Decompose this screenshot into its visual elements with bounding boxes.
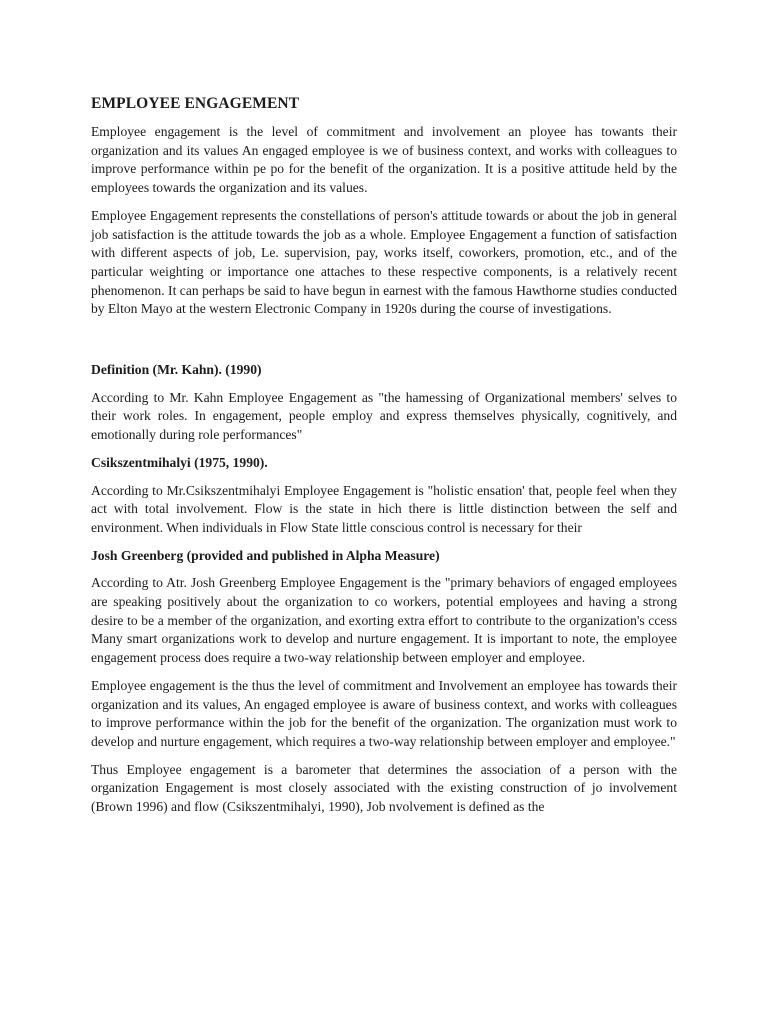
document-title: EMPLOYEE ENGAGEMENT	[91, 95, 300, 112]
csikszentmihalyi-paragraph: According to Mr.Csikszentmihalyi Employee Engagement is "holistic ensation' that, people feel when they act with total involvement. Flow is the state in hich there is little distinction between the self and environment. When individuals in Flow State little conscious control is necessary for their	[91, 482, 677, 535]
section-heading-kahn: Definition (Mr. Kahn). (1990)	[91, 362, 262, 378]
greenberg-paragraph-3: Thus Employee engagement is a barometer that determines the association of a person with the organization Engagement is most closely associated with the existing construction of jo involvement (Brown 1996) and flow (Csikszentmihalyi, 1990), Job nvolvement is defined as the	[91, 761, 677, 815]
intro-paragraph-1: Employee engagement is the level of commitment and involvement an ployee has towants their organization and its values An engaged employee is we of business context, and works with colleagues to improve performance within pe po for the benefit of the organization. It is a positive attitude held by the employees towards the organization and its values.	[91, 124, 677, 196]
greenberg-paragraph-1: According to Atr. Josh Greenberg Employee Engagement is the "primary behaviors of engaged employees are speaking positively about the organization to co workers, potential employees and having a strong desire to be a member of the organization, and exorting extra effort to contribute to the organization's ccess Many smart organizations work to develop and nurture engagement. It is important to note, the employee engagement process does require a two-way relationship between employer and employee.	[91, 575, 677, 666]
kahn-paragraph: According to Mr. Kahn Employee Engagement as "the hamessing of Organizational members' selves to their work roles. In engagement, people employ and express themselves physically, cognitively, and emotionally during role performances"	[91, 389, 677, 443]
section-heading-greenberg: Josh Greenberg (provided and published in Alpha Measure)	[91, 547, 440, 563]
intro-paragraph-2: Employee Engagement represents the constellations of person's attitude towards or about the job in general job satisfaction is the attitude towards the job as a whole. Employee Engagement a function of satisfaction with different aspects of job, Le. supervision, pay, works itself, coworkers, promotion, etc., and of the particular weighting or importance one attaches to these respective components, is a relatively recent phenomenon. It can perhaps be said to have begun in earnest with the famous Hawthorne studies conducted by Elton Mayo at the western Electronic Company in 1920s during the course of investigations.	[91, 207, 677, 317]
greenberg-paragraph-2: Employee engagement is the thus the level of commitment and Involvement an employee has towards their organization and its values, An engaged employee is aware of business context, and works with colleagues to improve performance within the job for the benefit of the organization. The organization must work to develop and nurture engagement, which requires a two-way relationship between employer and employee."	[91, 677, 677, 749]
section-heading-csikszentmihalyi: Csikszentmihalyi (1975, 1990).	[91, 454, 268, 470]
document-page	[91, 94, 677, 826]
section-spacer	[91, 328, 677, 361]
